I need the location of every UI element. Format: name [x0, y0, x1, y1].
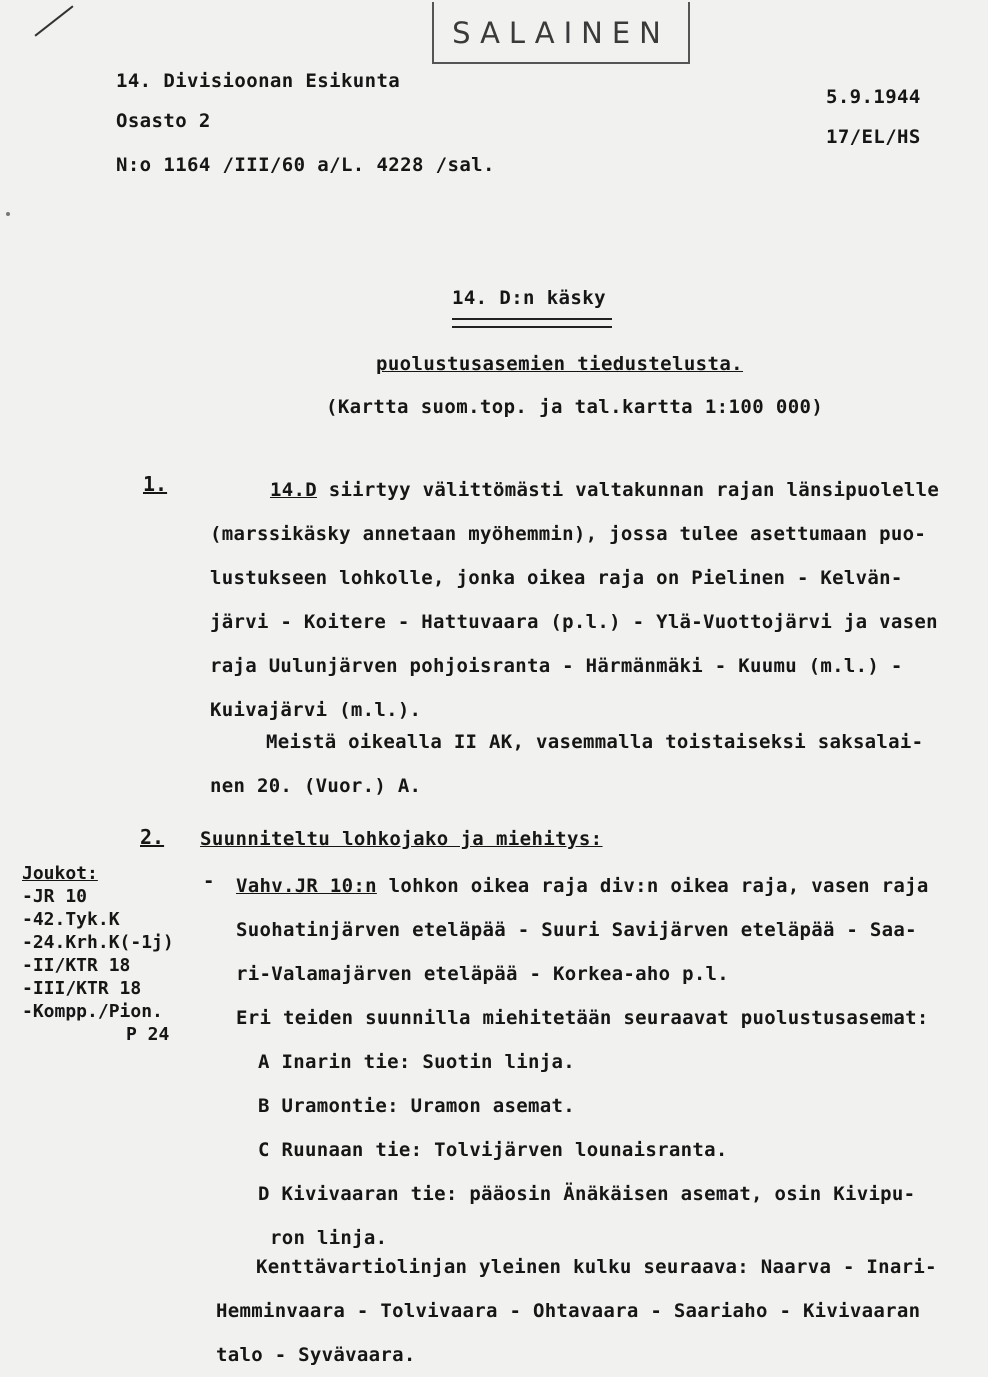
- position-item-d-cont: ron linja.: [270, 1227, 388, 1249]
- section-1-line: lustukseen lohkolle, jonka oikea raja on Pielinen - Kelvän-: [210, 567, 903, 589]
- guard-line-text: [216, 1245, 937, 1377]
- section-1-line: raja Uulunjärven pohjoisranta - Härmänmäki - Kuumu (m.l.) -: [210, 655, 903, 677]
- document-code: 17/EL/HS: [826, 126, 921, 148]
- troop-item: -III/KTR 18: [22, 978, 142, 999]
- section-2-line: Suohatinjärven eteläpää - Suuri Savijärven eteläpää - Saa-: [236, 919, 917, 941]
- speck: [6, 212, 10, 216]
- section-1-line: järvi - Koitere - Hattuvaara (p.l.) - Ylä-Vuottojärvi ja vasen: [210, 611, 938, 633]
- guard-line: Hemminvaara - Tolvivaara - Ohtavaara - Saariaho - Kivivaaran: [216, 1300, 921, 1322]
- troop-item: P 24: [126, 1024, 170, 1045]
- position-item-d: D Kivivaaran tie: pääosin Änäkäisen asemat, osin Kivipu-: [258, 1183, 916, 1205]
- section-1-line: Kuivajärvi (m.l.).: [210, 699, 422, 721]
- section-1-line: siirtyy välittömästi valtakunnan rajan länsipuolelle: [316, 479, 940, 501]
- section-1-line: nen 20. (Vuor.) A.: [210, 775, 422, 797]
- guard-line: talo - Syvävaara.: [216, 1344, 416, 1366]
- section-1-text-2: [210, 720, 923, 808]
- troop-item: -42.Tyk.K: [22, 909, 120, 930]
- section-2-number: 2.: [140, 825, 165, 849]
- list-dash: -: [203, 870, 215, 892]
- order-title: 14. D:n käsky: [452, 287, 606, 309]
- section-1-line: Meistä oikealla II AK, vasemmalla toistaiseksi saksalai-: [266, 731, 924, 753]
- troop-item: -II/KTR 18: [22, 955, 131, 976]
- troop-item: -24.Krh.K(-1j): [22, 932, 174, 953]
- title-double-underline: [452, 318, 612, 328]
- document-date: 5.9.1944: [826, 86, 921, 108]
- order-subject: puolustusasemien tiedustelusta.: [376, 353, 744, 375]
- position-item-a: A Inarin tie: Suotin linja.: [258, 1051, 575, 1073]
- section-2-line: lohkon oikea raja div:n oikea raja, vasen raja: [376, 875, 929, 897]
- reference-number: N:o 1164 /III/60 a/L. 4228 /sal.: [116, 154, 495, 176]
- position-item-c: C Ruunaan tie: Tolvijärven lounaisranta.: [258, 1139, 728, 1161]
- section-1-line: (marssikäsky annetaan myöhemmin), jossa tulee asettumaan puo-: [210, 523, 927, 545]
- troop-item: -JR 10: [22, 886, 88, 907]
- secret-stamp: SALAINEN: [432, 2, 690, 64]
- section-2-text: [236, 864, 929, 1260]
- regiment-lead: Vahv.JR 10:n: [236, 875, 377, 897]
- section-2-line: Eri teiden suunnilla miehitetään seuraavat puolustusasemat:: [236, 1007, 929, 1029]
- section-1-text: [210, 468, 939, 732]
- pen-mark: [34, 5, 73, 36]
- guard-line: Kenttävartiolinjan yleinen kulku seuraava: Naarva - Inari-: [256, 1256, 937, 1278]
- troops-heading: Joukot:: [22, 863, 98, 884]
- section-1-number: 1.: [143, 472, 168, 496]
- unit-name: 14. Divisioonan Esikunta: [116, 70, 401, 92]
- map-reference: (Kartta suom.top. ja tal.kartta 1:100 000): [326, 396, 824, 418]
- section-2-heading: Suunniteltu lohkojako ja miehitys:: [200, 828, 603, 850]
- division-lead: 14.D: [270, 479, 317, 501]
- position-item-b: B Uramontie: Uramon asemat.: [258, 1095, 575, 1117]
- troops-list: [22, 862, 174, 1046]
- troop-item: -Kompp./Pion.: [22, 1001, 163, 1022]
- department: Osasto 2: [116, 110, 211, 132]
- section-2-line: ri-Valamajärven eteläpää - Korkea-aho p.l.: [236, 963, 730, 985]
